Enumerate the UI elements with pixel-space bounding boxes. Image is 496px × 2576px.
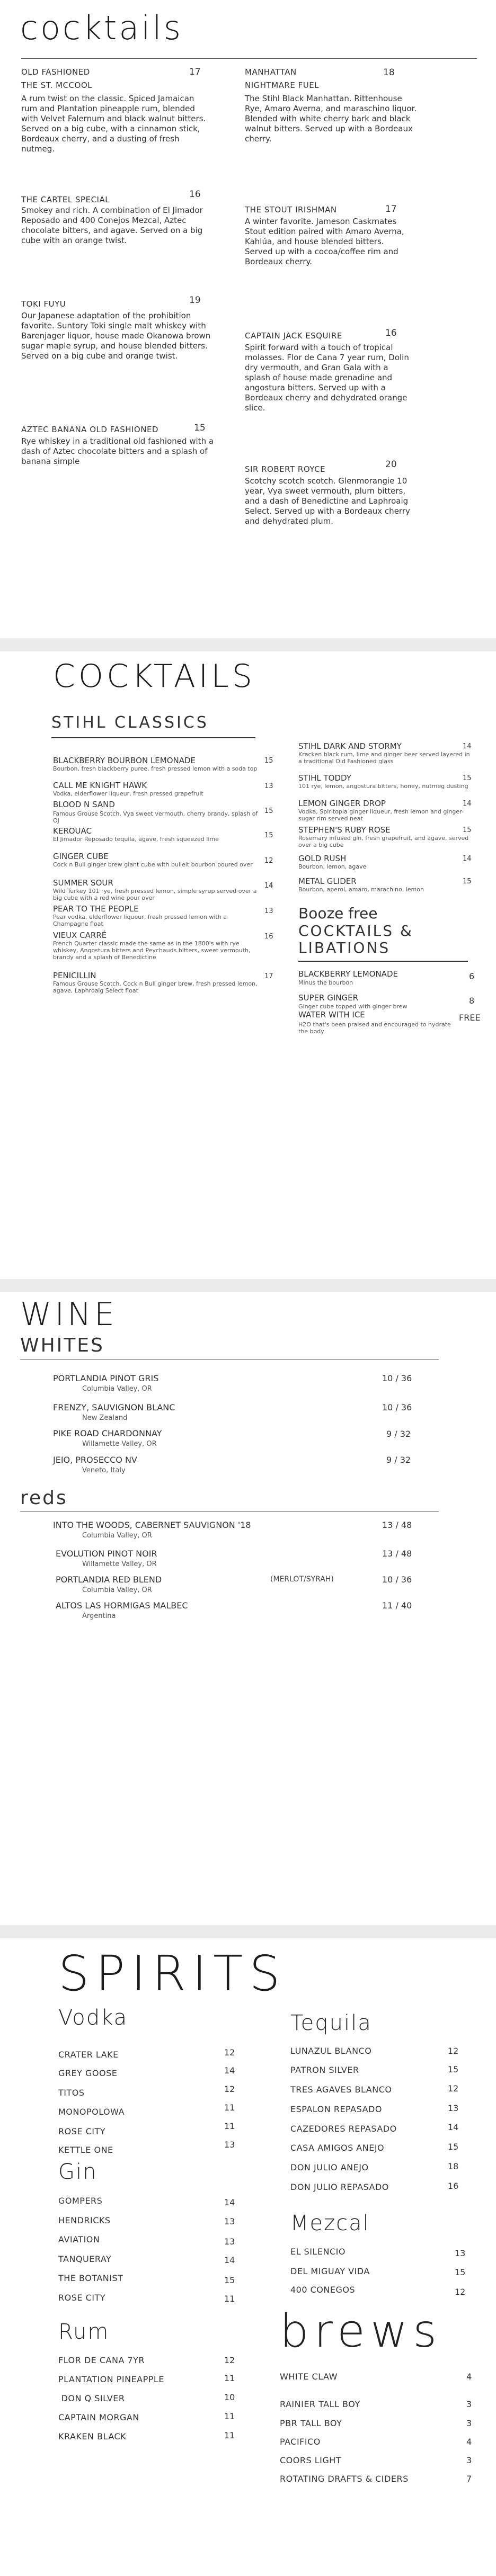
spirit-price: 12 [224,2047,235,2058]
spirit-name: CAPTAIN MORGAN [58,2412,139,2422]
spirit-name: EL SILENCIO [290,2247,346,2257]
item-name: OLD FASHIONED [21,67,90,77]
item-price: 14 [463,800,472,808]
item-description: Cock n Bull ginger brew giant cube with bulleit bourbon poured over [53,861,253,868]
item-description: Spirit forward with a touch of tropical molasses. Flor de Cana 7 year rum, Dolin dry vermouth, and Gran Gala with a splash of house made grenadine and angostura bitters. Served up with a Bordeaux cherry and dehydrated orange slice. [245,343,409,413]
spirit-name: 400 CONEGOS [290,2285,356,2295]
spirit-price: 15 [448,2064,459,2074]
item-description: Famous Grouse Scotch, Cock n Bull ginger brew, fresh pressed lemon, agave, Laphroaig Select float [53,980,258,994]
beer-name: PACIFICO [280,2437,321,2447]
beer-price: 4 [466,2437,472,2447]
spirit-name: FLOR DE CANA 7YR [58,2355,145,2365]
beer-name: COORS LIGHT [280,2455,342,2465]
item-price: 12 [264,857,273,865]
spirit-name: GREY GOOSE [58,2068,118,2078]
mezcal-heading: Mezcal [290,2211,370,2235]
item-name: CAPTAIN JACK ESQUIRE [245,331,342,341]
title-rule [21,58,477,59]
spirit-name: CASA AMIGOS ANEJO [290,2143,385,2153]
item-price: 13 [264,907,273,915]
beer-price: 7 [466,2474,472,2484]
spirit-price: 11 [224,2103,235,2113]
item-description: Ginger cube topped with ginger brew [298,1003,408,1010]
item-name: AZTEC BANANA OLD FASHIONED [21,425,158,434]
boozefree-heading: Booze free [298,905,378,922]
spirit-name: TITOS [58,2088,85,2098]
spirit-price: 11 [224,2373,235,2383]
subtitle-rule [51,737,255,738]
item-price: 17 [189,67,201,77]
beer-price: 3 [466,2418,472,2428]
spirit-price: 10 [224,2392,235,2402]
spirit-price: 11 [224,2121,235,2131]
item-price: 15 [264,831,273,839]
item-price: 19 [189,295,201,306]
spirit-price: 13 [448,2103,459,2113]
wine-region: Columbia Valley, OR [82,1385,152,1393]
item-name: SIR ROBERT ROYCE [245,464,326,474]
item-price: 17 [264,972,273,980]
spirit-name: KETTLE ONE [58,2145,113,2155]
cocktails-page-1 [0,0,496,638]
item-name: METAL GLIDER [298,876,357,886]
spirit-name: ESPALON REPASADO [290,2104,382,2114]
item-description: Vodka, Spiritopia ginger liqueur, fresh lemon and ginger-sugar rim served neat [298,808,464,822]
spirit-price: 11 [224,2294,235,2304]
item-subname: NIGHTMARE FUEL [245,80,320,90]
spirit-price: 12 [455,2287,466,2297]
spirit-price: 11 [224,2430,235,2440]
item-description: A winter favorite. Jameson Caskmates Stout edition paired with Amaro Averna, Kahlúa, and house blended bitters. Served up with a cocoa/coffee rim and Bordeaux cherry. [245,217,404,266]
item-name: CALL ME KNIGHT HAWK [53,781,147,790]
item-description: Rosemary infused gin, fresh grapefruit, and agave, served over a big cube [298,835,469,848]
wine-price: 11 / 40 [382,1600,412,1611]
beer-name: RAINIER TALL BOY [280,2399,360,2409]
item-price: 15 [264,807,273,815]
spirit-price: 14 [448,2122,459,2132]
item-description: Bourbon, lemon, agave [298,863,367,870]
spirit-price: 14 [224,2065,235,2076]
item-name: VIEUX CARRÉ [53,931,107,940]
item-description: Rye whiskey in a traditional old fashioned with a dash of Aztec chocolate bitters and a splash of banana simple [21,436,214,466]
brews-heading: brews [280,2305,442,2358]
item-price: 15 [194,423,206,433]
item-price: 15 [463,878,472,885]
item-name: BLACKBERRY BOURBON LEMONADE [53,756,196,765]
item-price: 13 [264,782,273,790]
item-name: THE CARTEL SPECIAL [21,195,110,204]
page-title: cocktails [20,8,183,47]
spirit-name: THE BOTANIST [58,2273,123,2283]
spirit-price: 14 [224,2197,235,2207]
reds-heading: reds [20,1487,68,1509]
spirit-name: ROSE CITY [58,2293,105,2303]
spirit-price: 16 [448,2181,459,2191]
wine-region: Columbia Valley, OR [82,1586,152,1594]
item-description: Kracken black rum, lime and ginger beer served layered in a traditional Old Fashioned glass [298,751,470,765]
boozefree-rule [298,961,468,962]
spirit-name: DON Q SILVER [58,2393,125,2403]
spirit-price: 12 [448,2046,459,2056]
page-title: SPIRITS [58,1945,287,2002]
spirit-name: AVIATION [58,2234,100,2244]
item-price: 6 [469,971,475,981]
spirit-name: KRAKEN BLACK [58,2431,127,2441]
wine-name: JEIO, PROSECCO NV [53,1455,137,1465]
item-description: Vodka, elderflower liqueur, fresh pressed grapefruit [53,790,203,797]
beer-price: 3 [466,2399,472,2409]
wine-page [0,1292,496,1925]
spirit-price: 11 [224,2411,235,2421]
item-description: Famous Grouse Scotch, Vya sweet vermouth, cherry brandy, splash of OJ [53,810,258,824]
wine-price: 9 / 32 [386,1455,411,1465]
item-description: Wild Turkey 101 rye, fresh pressed lemon, simple syrup served over a big cube with a red wine pour over [53,888,257,901]
item-name: THE STOUT IRISHMAN [245,205,337,214]
wine-name: PORTLANDIA PINOT GRIS [53,1373,159,1383]
wine-price: 13 / 48 [382,1520,412,1530]
page-divider [0,638,496,651]
spirit-name: PLANTATION PINEAPPLE [58,2374,164,2384]
wine-name: INTO THE WOODS, CABERNET SAUVIGNON '18 [53,1520,251,1530]
wine-price: 13 / 48 [382,1549,412,1559]
item-description: The Stihl Black Manhattan. Rittenhouse Rye, Amaro Averna, and maraschino liquor. Blended with white cherry bark and black walnut bitters. Served up with a Bordeaux cherry. [245,94,417,144]
item-description: Pear vodka, elderflower liqueur, fresh pressed lemon with a Champagne float [53,914,227,927]
gin-heading: Gin [58,2160,98,2184]
page-divider [0,1925,496,1938]
item-description: 101 rye, lemon, angostura bitters, honey, nutmeg dusting [298,783,468,790]
spirit-price: 15 [448,2142,459,2152]
item-price: 16 [264,933,273,941]
spirit-name: MONOPOLOWA [58,2107,125,2117]
spirit-name: DEL MIGUAY VIDA [290,2266,370,2276]
item-description: Our Japanese adaptation of the prohibition favorite. Suntory Toki single malt whiskey with Barenjager liquor, house made Okanowa brown sugar maple syrup, and house blended bitters. Served on a big cube and orange twist. [21,311,211,361]
boozefree-heading-line3: LIBATIONS [298,939,391,956]
spirit-price: 13 [455,2248,466,2258]
item-subname: THE ST. MCCOOL [21,80,92,90]
beer-price: 3 [466,2455,472,2465]
item-price: 20 [385,459,397,470]
spirit-price: 12 [224,2084,235,2094]
item-description: H2O that's been praised and encouraged to hydrate the body [298,1021,451,1035]
item-description: Minus the bourbon [298,979,353,986]
wine-name: ALTOS LAS HORMIGAS MALBEC [56,1600,188,1611]
wine-region: Columbia Valley, OR [82,1532,152,1540]
spirit-price: 13 [224,2140,235,2150]
item-price: 14 [463,855,472,863]
item-name: SUPER GINGER [298,993,359,1003]
beer-name: WHITE CLAW [280,2372,338,2382]
spirit-name: PATRON SILVER [290,2065,359,2075]
spirit-name: GOMPERS [58,2196,103,2206]
item-description: El Jimador Reposado tequila, agave, fresh squeezed lime [53,836,219,843]
spirit-price: 12 [448,2083,459,2094]
vodka-heading: Vodka [58,2006,128,2030]
section-subtitle: STIHL CLASSICS [51,713,209,732]
item-description: Smokey and rich. A combination of El Jimador Reposado and 400 Conejos Mezcal, Aztec chocolate bitters, and agave. Served on a big cube with an orange twist. [21,205,203,245]
item-name: GINGER CUBE [53,852,109,861]
tequila-heading: Tequila [290,2011,372,2035]
item-price: 17 [385,204,397,214]
item-price: 14 [264,882,273,890]
item-name: STEPHEN'S RUBY ROSE [298,825,391,835]
wine-name: FRENZY, SAUVIGNON BLANC [53,1402,175,1412]
wine-name: PORTLANDIA RED BLEND [56,1575,162,1585]
page-title: COCKTAILS [53,658,255,695]
item-name: TOKI FUYU [21,299,66,309]
item-name: STIHL DARK AND STORMY [298,741,402,751]
beer-name: ROTATING DRAFTS & CIDERS [280,2474,409,2484]
item-description: French Quarter classic made the same as in the 1800's with rye whiskey, Angostura bitters and Peychauds bitters, sweet vermouth, brandy and a splash of Benedictine [53,940,251,961]
spirits-page [0,1938,496,2576]
item-price: FREE [459,1013,481,1023]
wine-price: 9 / 32 [386,1429,411,1439]
item-name: GOLD RUSH [298,854,347,863]
item-price: 15 [264,757,273,765]
item-name: SUMMER SOUR [53,878,113,888]
spirit-price: 18 [448,2161,459,2171]
item-name: PENICILLIN [53,971,96,980]
item-price: 16 [189,189,201,200]
item-name: KEROUAC [53,826,92,836]
wine-price: 10 / 36 [382,1402,412,1412]
wine-region: Argentina [82,1612,116,1620]
item-price: 8 [469,996,475,1006]
item-description: Bourbon, fresh blackberry puree, fresh pressed lemon with a soda top [53,765,258,772]
page-title: WINE [20,1296,118,1333]
wine-region: Willamette Valley, OR [82,1560,157,1568]
spirit-price: 13 [224,2216,235,2226]
boozefree-heading-line2: COCKTAILS & [298,922,413,940]
item-price: 16 [385,328,397,338]
cocktails-page-2 [0,651,496,1279]
item-description: Scotchy scotch scotch. Glenmorangie 10 year, Vya sweet vermouth, plum bitters, and a dash of Benedictine and Laphroaig Select. Served up with a Bordeaux cherry and dehydrated plum. [245,476,410,526]
spirit-price: 15 [224,2275,235,2285]
spirit-name: TRES AGAVES BLANCO [290,2085,392,2095]
rum-heading: Rum [58,2320,110,2344]
spirit-price: 12 [224,2355,235,2365]
spirit-name: TANQUERAY [58,2254,112,2264]
wine-name: EVOLUTION PINOT NOIR [56,1549,157,1559]
spirit-name: LUNAZUL BLANCO [290,2046,372,2056]
spirit-name: DON JULIO REPASADO [290,2182,389,2192]
wine-price: 10 / 36 [382,1373,412,1383]
wine-region: New Zealand [82,1414,128,1422]
item-name: WATER WITH ICE [298,1010,365,1019]
wine-name: PIKE ROAD CHARDONNAY [53,1428,162,1438]
wine-price: 10 / 36 [382,1575,412,1585]
item-name: BLACKBERRY LEMONADE [298,969,398,979]
item-price: 18 [383,67,395,78]
item-description: Bourbon, aperol, amaro, marachino, lemon [298,886,424,893]
spirit-price: 13 [224,2237,235,2247]
spirit-name: DON JULIO ANEJO [290,2162,369,2172]
spirit-name: HENDRICKS [58,2215,111,2225]
item-name: MANHATTAN [245,67,297,77]
item-price: 15 [463,826,472,834]
item-name: STIHL TODDY [298,773,351,783]
beer-price: 4 [466,2372,472,2382]
spirit-name: CAZEDORES REPASADO [290,2124,397,2134]
wine-region: Willamette Valley, OR [82,1440,157,1448]
item-name: LEMON GINGER DROP [298,799,386,808]
item-name: BLOOD N SAND [53,800,115,809]
item-price: 14 [463,743,472,750]
wine-region: Veneto, Italy [82,1466,126,1474]
spirit-name: ROSE CITY [58,2126,105,2136]
spirit-name: CRATER LAKE [58,2050,119,2060]
wine-note: (MERLOT/SYRAH) [270,1575,334,1584]
beer-name: PBR TALL BOY [280,2418,342,2428]
spirit-price: 15 [455,2267,466,2277]
item-price: 15 [463,774,472,782]
item-name: PEAR TO THE PEOPLE [53,904,139,914]
page-divider [0,1279,496,1292]
whites-heading: WHITES [20,1335,104,1356]
item-description: A rum twist on the classic. Spiced Jamaican rum and Plantation pineapple rum, blended with Velvet Falernum and black walnut bitters. Served on a big cube, with a cinnamon stick, Bordeaux cherry, and a dusting of fresh nutmeg. [21,94,206,154]
spirit-price: 14 [224,2255,235,2265]
